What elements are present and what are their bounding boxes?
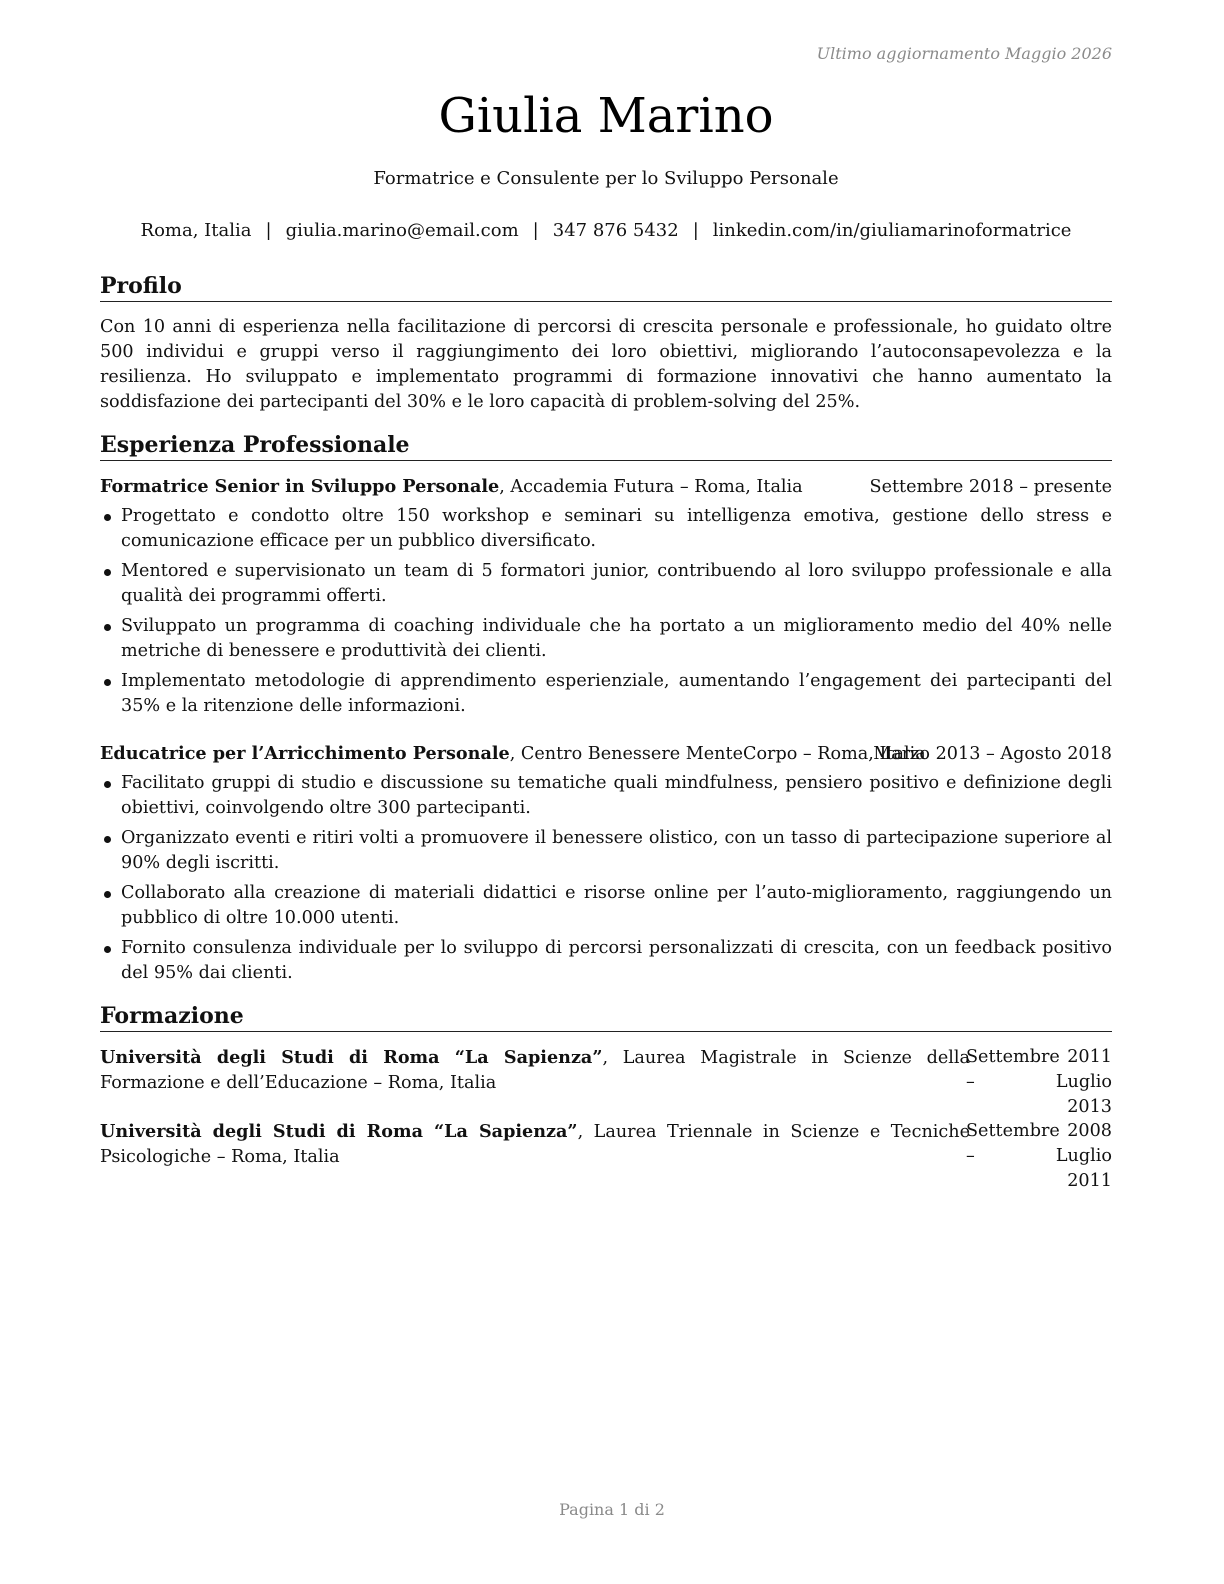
bullet-icon: [104, 781, 111, 788]
bullet-text: Implementato metodologie di apprendimento esperienziale, aumentando l’engagement dei partecipanti del 35% e la ritenzione delle informazioni.: [121, 671, 1112, 716]
job-header: [100, 474, 1112, 500]
job-bullet: [100, 881, 1112, 931]
job-bullet: [100, 771, 1112, 821]
contact-separator: |: [265, 220, 272, 241]
bullet-icon: [104, 836, 111, 843]
job-role: Formatrice Senior in Sviluppo Personale: [100, 476, 500, 497]
education-description: [100, 1119, 970, 1170]
education-entry: [100, 1045, 1112, 1117]
bullet-icon: [104, 946, 111, 953]
education-date-end: 2013: [1067, 1097, 1112, 1117]
section-heading-experience: Esperienza Professionale: [100, 431, 1112, 461]
education-date-end: 2011: [1067, 1171, 1112, 1191]
contact-email[interactable]: giulia.marino@email.com: [285, 220, 519, 241]
job-bullet: [100, 614, 1112, 664]
section-heading-education: Formazione: [100, 1002, 1112, 1032]
job-role: Educatrice per l’Arricchimento Personale: [100, 743, 510, 764]
contact-separator: |: [692, 220, 699, 241]
education-degree: , Laurea Magistrale in Scienze della Formazione e dell’Educazione – Roma, Italia: [100, 1048, 971, 1093]
bullet-icon: [104, 679, 111, 686]
bullet-text: Progettato e condotto oltre 150 workshop e seminari su intelligenza emotiva, gestione dello stress e comunicazione efficace per un pubblico diversificato.: [121, 506, 1112, 551]
bullet-text: Facilitato gruppi di studio e discussione su tematiche quali mindfulness, pensiero positivo e definizione degli obiettivi, coinvolgendo oltre 300 partecipanti.: [121, 773, 1112, 818]
job-organization: , Centro Benessere MenteCorpo – Roma, Italia: [509, 744, 926, 764]
job-bullets: [100, 504, 1112, 724]
education-entry: [100, 1119, 1112, 1191]
education-school: Università degli Studi di Roma “La Sapienza”: [100, 1047, 603, 1068]
page-number: Pagina 1 di 2: [559, 1500, 665, 1519]
candidate-name: Giulia Marino: [438, 88, 774, 144]
last-updated: Ultimo aggiornamento Maggio 2026: [816, 44, 1112, 63]
bullet-icon: [104, 569, 111, 576]
education-school: Università degli Studi di Roma “La Sapienza”: [100, 1121, 578, 1142]
bullet-text: Sviluppato un programma di coaching individuale che ha portato a un miglioramento medio del 40% nelle metriche di benessere e produttività dei clienti.: [121, 616, 1112, 661]
job-bullet: [100, 669, 1112, 719]
job-bullet: [100, 826, 1112, 876]
education-date-start: Settembre 2011 – Luglio: [966, 1047, 1112, 1092]
education-degree: , Laurea Triennale in Scienze e Tecniche Psicologiche – Roma, Italia: [100, 1122, 970, 1167]
contact-linkedin[interactable]: linkedin.com/in/giuliamarinoformatrice: [712, 220, 1072, 241]
job-bullet: [100, 559, 1112, 609]
job-bullets: [100, 771, 1112, 991]
bullet-text: Mentored e supervisionato un team di 5 formatori junior, contribuendo al loro sviluppo professionale e alla qualità dei programmi offerti.: [121, 561, 1112, 606]
job-organization: , Accademia Futura – Roma, Italia: [499, 477, 803, 497]
job-header: [100, 741, 1112, 767]
education-date: [966, 1119, 1112, 1194]
bullet-icon: [104, 514, 111, 521]
bullet-text: Collaborato alla creazione di materiali didattici e risorse online per l’auto-miglioramento, raggiungendo un pubblico di oltre 10.000 utenti.: [121, 883, 1112, 928]
job-bullet: [100, 504, 1112, 554]
contact-separator: |: [532, 220, 539, 241]
job-bullet: [100, 936, 1112, 986]
education-date: [966, 1045, 1112, 1120]
bullet-text: Organizzato eventi e ritiri volti a promuovere il benessere olistico, con un tasso di partecipazione superiore al 90% degli iscritti.: [121, 828, 1112, 873]
bullet-text: Fornito consulenza individuale per lo sviluppo di percorsi personalizzati di crescita, con un feedback positivo del 95% dai clienti.: [121, 938, 1112, 983]
job-date: Settembre 2018 – presente: [869, 477, 1112, 497]
job-date: Marzo 2013 – Agosto 2018: [873, 744, 1112, 764]
bullet-icon: [104, 624, 111, 631]
bullet-icon: [104, 891, 111, 898]
section-heading-profile: Profilo: [100, 272, 1112, 302]
profile-text: Con 10 anni di esperienza nella facilitazione di percorsi di crescita personale e professionale, ho guidato oltre 500 individui e gruppi verso il raggiungimento dei loro obiettivi, migliorando l’autoconsapevolezza e la resilienza. Ho sviluppato e implementato programmi di formazione innovativi che hanno aumentato la soddisfazione dei partecipanti del 30% e le loro capacità di problem-solving del 25%.: [100, 317, 1112, 412]
contact-location: Roma, Italia: [140, 220, 252, 241]
education-date-start: Settembre 2008 – Luglio: [966, 1121, 1112, 1166]
contact-phone[interactable]: 347 876 5432: [552, 220, 679, 241]
candidate-title: Formatrice e Consulente per lo Sviluppo Personale: [373, 168, 839, 189]
contact-line: [100, 218, 1112, 244]
education-description: [100, 1045, 970, 1096]
